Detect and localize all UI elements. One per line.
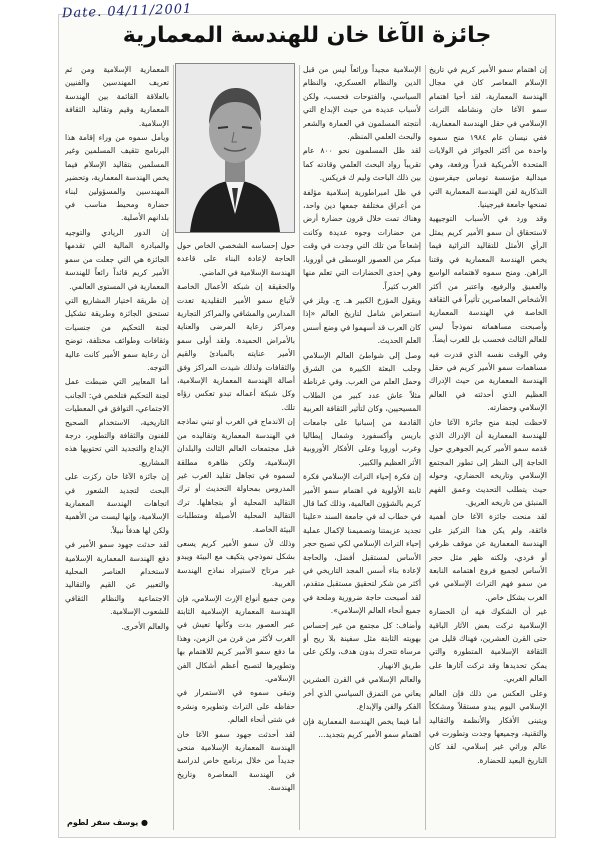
paragraph: وأضاف: كل مجتمع من غير إحساس بهويته الثابتة مثل سفينة بلا ريح أو مرساة تتحرك بدون هدف، ولكن على طريق الانهيار.	[303, 620, 421, 670]
paragraph: ففي نيسان عام ١٩٨٤ منح سموه واحدة من أكثر الجوائز في الولايات المتحدة الأمريكية قدراً ورفعة، وهي ميدالية مؤسسة توماس جيفرسون التذكارية لفن الهندسة المعمارية التي تمنحها جامعة فيرجينيا.	[429, 133, 547, 210]
column-rule	[425, 65, 426, 830]
paragraph: أما فيما يخص الهندسة المعمارية فإن اهتمام سمو الأمير كريم بتجديد...	[303, 716, 421, 739]
paragraph: لقد منحت جائزة الآغا خان أهمية فائقة، ولم يكن هذا التركيز على الهندسة المعمارية عن موقف ظرفي أو فردي، ولكنه ظهر مثل حجر الأساس لجميع فروع اهتمامه النابعة من سمو فهم التراث الإسلامي في الغرب بشكل خاص.	[429, 512, 547, 602]
paragraph: الإسلامية مجيداً ورائعاً ليس من قبل الدين والنظام العسكري، والنظام السياسي، والفتوحات فحسب، ولكن لأسباب عديدة من حيث الإبداع التي أنتجته المسلمون في العمارة والشعر والبحث العلمي المنظم.	[303, 65, 421, 142]
column-4	[65, 63, 169, 833]
newspaper-clipping	[58, 14, 556, 838]
paragraph: إن الاندماج في الغرب أو تبني نماذجه في الهندسة المعمارية وتقاليده من قبل مجتمعات العالم الثالث والبلدان الإسلامية، ولكن ظاهرة مطلقة لسموه في تجاهل تقليد الغرب غير المدروس بمحاولة التحديث أو ترك التقاليد المحلية أو بتجاهلها. ترك التقاليد المحلية الأصيلة ومتطلبات البيئة الخاصة.	[177, 417, 295, 534]
paragraph: والعالم الأخرى.	[121, 621, 169, 631]
date-stamp: Date. 04/11/2001	[61, 1, 193, 22]
paragraph: وفي الوقت نفسه الذي قدرت فيه مساهمات سمو الأمير كريم في حقل الهندسة المعمارية من حيث الإدراك العظيم الذي أحدثته في العالم الإسلامي وحضارته.	[429, 349, 547, 413]
author-byline: ● يوسف سفر لطوم	[67, 818, 149, 827]
paragraph: حول إحساسه الشخصي الخاص حول الحاجة لإعادة البناء على قاعدة الهندسة الإسلامية في الماضي.	[177, 241, 295, 277]
paragraph: وصل إلى شواطئ العالم الإسلامي وجلب البعثة الكبيرة من الشرق وحمل العلم من الغرب. وفي غرناطة مثلاً عاش عدد كبير من الطلاب المسيحيين، وكان لتأثير الثقافة العربية القادمة من إسبانيا على جامعات باريس وأكسفورد وشمال إيطاليا وغرب أوروبا وعلى الأفكار الأوروبية الأثر العظيم والكبير.	[303, 350, 421, 467]
paragraph: لقد ظل المسلمون نحو ٨٠٠ عام تقريباً رواد البحث العلمي وقادته كما بين ذلك الباحث وليم ك فريكس.	[303, 146, 421, 183]
paragraph: إن جائزة الآغا خان ركزت على البحث لتجديد الشعور في اتجاهات الهندسة المعمارية الإسلامية، وإنها ليست من الأهمية ولكن لها هدفاً نبيلاً.	[65, 472, 169, 535]
paragraph: وعلى العكس من ذلك فإن العالم الإسلامي اليوم يبدو مستقلاً ومشككاً ويتبنى الأفكار والأنظمة والتقاليد والتقنية، وجميعها وجدت وتطورت في عالم وراثي غير إسلامي، لقد كان التاريخ البعيد للحضارة.	[429, 688, 547, 765]
paragraph: والعالم الإسلامي في القرن العشرين يعاني من التمزق السياسي الذي أخر الفكر والفن والإبداع.	[303, 675, 421, 712]
paragraph: والحقيقة إن شبكة الأعمال الخاصة لأتباع سمو الأمير التقليدية تعدت المدارس والمشافي والمراكز التجارية ومراكز رعاية المرضى والعناية بالأمراض الحميدة. ولقد أولى سمو الأمير عنايته بالمبادئ والقيم والثقافات ولذلك شيدت المراكز وفق أصالة الهندسة المعمارية الإسلامية، وكل شبكة أعماله تبدو تعكس رؤاه تلك.	[177, 282, 295, 412]
paragraph: إن الدور الريادي والتوجيه والمبادرة المالية التي تقدمها الجائزة هي التي جعلت من سمو الأمير كريم قائداً رائعاً للهندسة المعمارية في المستوى العالمي.	[65, 227, 169, 291]
paragraph: ويقول المؤرخ الكبير هـ. ج. ويلز في استعراض شامل لتاريخ العالم «إذا كان العرب قد أسهموا في وضع أسس العلم الحديث.	[303, 295, 421, 346]
paragraph: وذلك لأن سمو الأمير كريم يسعى بشكل نموذجي يتكيف مع البيئة ويبدو غير مرتاح لاستيراد نماذج الهندسة الغربية.	[177, 538, 295, 589]
paragraph: وقد ورد في الأسباب التوجيهية لاستحقاق أن سمو الأمير كريم يمثل الرأي الأمثل للتقاليد التراثية فيما يخص الهندسة المعمارية في وقتنا الراهن. ومنح سموه لاهتمامه الواسع والعميق والرفيع، واعتبر من أكثر الأشخاص المعاصرين تأثيراً في الثقافة الخاصة في الهندسة المعمارية وأصبحت مساهماته نموذجاً ليس للعالم الثالث فحسب بل للغرب أيضاً.	[429, 214, 547, 345]
paragraph: أما المعايير التي ضبطت عمل لجنة التحكيم فتلخص في: الجانب الاجتماعي، التوافق في المعطيات التاريخية، الاستخدام الصحيح للفنون والثقافة والتطوير، درجة الإبداع والتجديد التي تحتويها هذه المشاريع.	[65, 377, 169, 467]
paragraph: إن اهتمام سمو الأمير كريم في تاريخ الإسلام المعاصر كان في مجال الهندسة المعمارية، لقد أحيا اهتمام سمو الآغا خان ونشاطه التراث الإسلامي في حقل الهندسة المعمارية.	[429, 65, 547, 128]
paragraph: وتبقى سموه في الاستمرار في حفاظه على التراث وتطويره ونشره في شتى أنحاء العالم.	[177, 688, 295, 725]
column-1	[429, 63, 547, 833]
paragraph: المعمارية الإسلامية ومن ثم تعريف المهندسين والفنيين بالعلاقة القائمة بين الهندسة المعمارية وقيم وتقاليد الثقافة الإسلامية.	[65, 65, 169, 128]
paragraph: ويأمل سموه من وراء إقامة هذا البرنامج تثقيف المسلمين وغير المسلمين بتقاليد الإسلام فيما يخص الهندسة المعمارية، وتحضير المهندسين والمسؤولين لبناء حضارة ومحيط مناسب في بلدانهم الأصلية.	[65, 133, 169, 223]
paragraph: ومن جميع أنواع الإرث الإسلامي، فإن الهندسة المعمارية الإسلامية الثابتة عبر العصور بدت وكأنها تعيش في الغرب لأكثر من قرن من الزمن، وهذا ما دفع سمو الأمير كريم للاهتمام بها وتطويرها لتصبح أعظم أشكال الفن الإسلامي.	[177, 593, 295, 683]
paragraph: لقد أحدثت جهود سمو الآغا خان الهندسة المعمارية الإسلامية منحى جديداً من خلال برنامج خاص لدراسة فن الهندسة المعاصرة وتاريخ الهندسة.	[177, 729, 295, 793]
paragraph: غير أن الشكوك فيه أن الحضارة الإسلامية تركت بعض الآثار الباقية حتى القرن العشرين، فهناك قليل من الثقافة الإسلامية المتطورة والتي يمكن تحديدها وقد تركت آثارها على العالم الغربي.	[429, 607, 547, 684]
column-2	[303, 63, 421, 833]
column-rule	[173, 65, 174, 830]
paragraph: في ظل امبراطورية إسلامية مؤلفة من أعراق مختلفة جمعها دين واحد، وهناك تمت خلال قرون حضارة أرض من حضارات وجوه عديدة وكانت إشعاعاً من تلك التي وجدت في وقت مبكر من العصور الوسطى في أوروبا، وهي إحدى الحضارات التي تعلم منها الغرب كثيراً.	[303, 187, 421, 291]
column-rule	[299, 65, 300, 830]
headline: جائزة الآغا خان للهندسة المعمارية	[122, 23, 492, 48]
paragraph: إن طريقة اختيار المشاريع التي تستحق الجائزة وطريقة تشكيل لجنة التحكيم من جنسيات وثقافات وطوائف مختلفة، توضح أن رعاية سمو الأمير كانت عالية التوجه.	[65, 295, 169, 372]
paragraph: إن فكرة إحياء التراث الإسلامي فكرة ثابتة الأولوية في اهتمام سمو الأمير كريم بالشؤون العالمية، وذلك كما قال في خطاب له في جامعة السند «علينا تجديد عزيمتنا وتصميمنا لإكمال عملية إحياء التراث الإسلامي لكي تصبح حجر الأساس لمستقبل أفضل، والحاجة لإعادة بناء أسس المجد التاريخي في أكثر من شكر لتحقيق مستقبل متقدم، لقد أصبحت حاجة ضرورية وملحة في جميع أنحاء العالم الإسلامي».	[303, 472, 421, 616]
paragraph: لاحظت لجنة منح جائزة الآغا خان للهندسة المعمارية أن الإدراك الذي قدمه سمو الأمير كريم الجوهري حول الحاجة إلى النظر إلى تطور المجتمع الإسلامي وتاريخه الحضاري، وحوله حيث يتطلب التحديث وعمق الفهم المنبثق من تاريخه العريق.	[429, 417, 547, 507]
portrait-image	[176, 64, 294, 232]
portrait-photo	[175, 63, 295, 233]
paragraph: لقد حدثت جهود سمو الأمير في دفع الهندسة المعمارية الإسلامية لاستخدام العناصر المحلية والتعبير عن القيم والتقاليد الاجتماعية والنظام الثقافي للشعوب الإسلامية.	[65, 540, 169, 617]
